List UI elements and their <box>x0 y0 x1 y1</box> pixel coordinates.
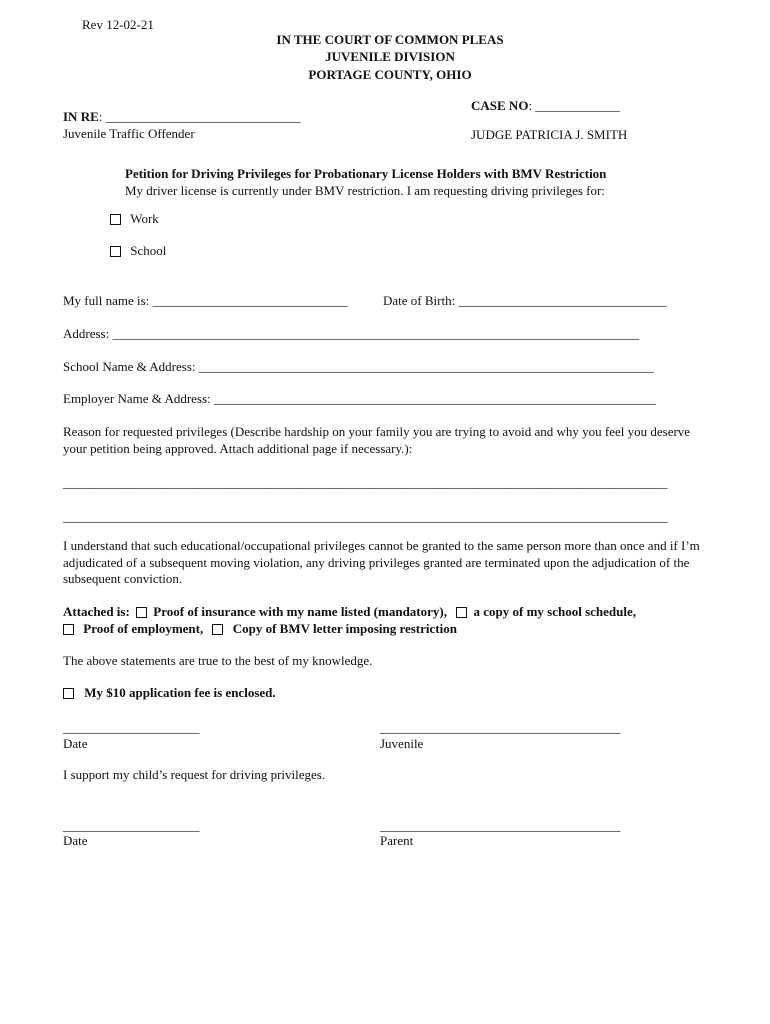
reason-prompt: Reason for requested privileges (Describe hardship on your family you are trying to avoid and why you feel you deserve your petition being approved. Attach additional page if necessary.): <box>63 424 691 456</box>
parent-date-line[interactable]: _____________________ <box>63 818 200 833</box>
employment-label: Proof of employment, <box>83 621 204 636</box>
judge-name: JUDGE PATRICIA J. SMITH <box>471 127 628 142</box>
option-work-label: Work <box>130 211 159 226</box>
parent-support-statement: I support my child’s request for driving privileges. <box>63 767 326 782</box>
school-field[interactable]: School Name & Address: ______________________________________________________________________ <box>63 359 654 374</box>
case-no-blank: : _____________ <box>528 98 620 113</box>
insurance-label: Proof of insurance with my name listed (mandatory), <box>153 604 447 619</box>
address-field[interactable]: Address: _________________________________________________________________________________ <box>63 326 639 341</box>
fee-checkbox[interactable] <box>63 688 74 699</box>
court-county: PORTAGE COUNTY, OHIO <box>308 67 472 82</box>
option-work[interactable] <box>110 211 159 227</box>
dob-field[interactable]: Date of Birth: ________________________________ <box>383 293 667 308</box>
truth-statement: The above statements are true to the best of my knowledge. <box>63 653 373 668</box>
reason-line-2[interactable]: _____________________________________________________________________________________________ <box>63 509 668 524</box>
court-division: JUVENILE DIVISION <box>325 49 455 64</box>
reason-line-1[interactable]: _____________________________________________________________________________________________ <box>63 475 668 490</box>
option-school[interactable] <box>110 243 166 259</box>
party-description: Juvenile Traffic Offender <box>63 126 195 141</box>
case-no-label: CASE NO <box>471 98 529 113</box>
attached-label: Attached is: <box>63 604 130 619</box>
attached-row-2 <box>63 621 457 637</box>
parent-date-label: Date <box>63 833 88 848</box>
option-school-label: School <box>130 243 167 258</box>
school-schedule-label: a copy of my school schedule, <box>473 604 636 619</box>
insurance-checkbox[interactable] <box>136 607 147 618</box>
case-number-field[interactable] <box>471 98 620 114</box>
court-name: IN THE COURT OF COMMON PLEAS <box>276 32 504 47</box>
employer-field[interactable]: Employer Name & Address: ____________________________________________________________________ <box>63 391 656 406</box>
full-name-field[interactable]: My full name is: ______________________________ <box>63 293 348 308</box>
juvenile-date-line[interactable]: _____________________ <box>63 720 200 735</box>
employment-checkbox[interactable] <box>63 624 74 635</box>
petition-title: Petition for Driving Privileges for Probationary License Holders with BMV Restriction <box>125 166 607 181</box>
understanding-paragraph: I understand that such educational/occupational privileges cannot be granted to the same person more than once and if I’m adjudicated of a subsequent moving violation, any driving privileges granted are terminated upon the adjudication of the subsequent conviction. <box>63 538 700 586</box>
attached-row-1 <box>63 604 636 620</box>
revision-label: Rev 12-02-21 <box>82 17 154 32</box>
petition-intro: My driver license is currently under BMV restriction. I am requesting driving privileges for: <box>125 183 605 198</box>
work-checkbox[interactable] <box>110 214 121 225</box>
juvenile-date-label: Date <box>63 736 88 751</box>
juvenile-signature-line[interactable]: _____________________________________ <box>380 720 621 735</box>
bmv-letter-checkbox[interactable] <box>212 624 223 635</box>
in-re-label: IN RE <box>63 109 99 124</box>
juvenile-signature-label: Juvenile <box>380 736 424 751</box>
bmv-letter-label: Copy of BMV letter imposing restriction <box>232 621 457 636</box>
parent-signature-line[interactable]: _____________________________________ <box>380 818 621 833</box>
school-checkbox[interactable] <box>110 246 121 257</box>
in-re-field[interactable] <box>63 109 301 125</box>
parent-signature-label: Parent <box>380 833 414 848</box>
fee-label: My $10 application fee is enclosed. <box>84 685 276 700</box>
school-schedule-checkbox[interactable] <box>456 607 467 618</box>
fee-row <box>63 685 276 701</box>
in-re-blank: : ______________________________ <box>98 109 301 124</box>
